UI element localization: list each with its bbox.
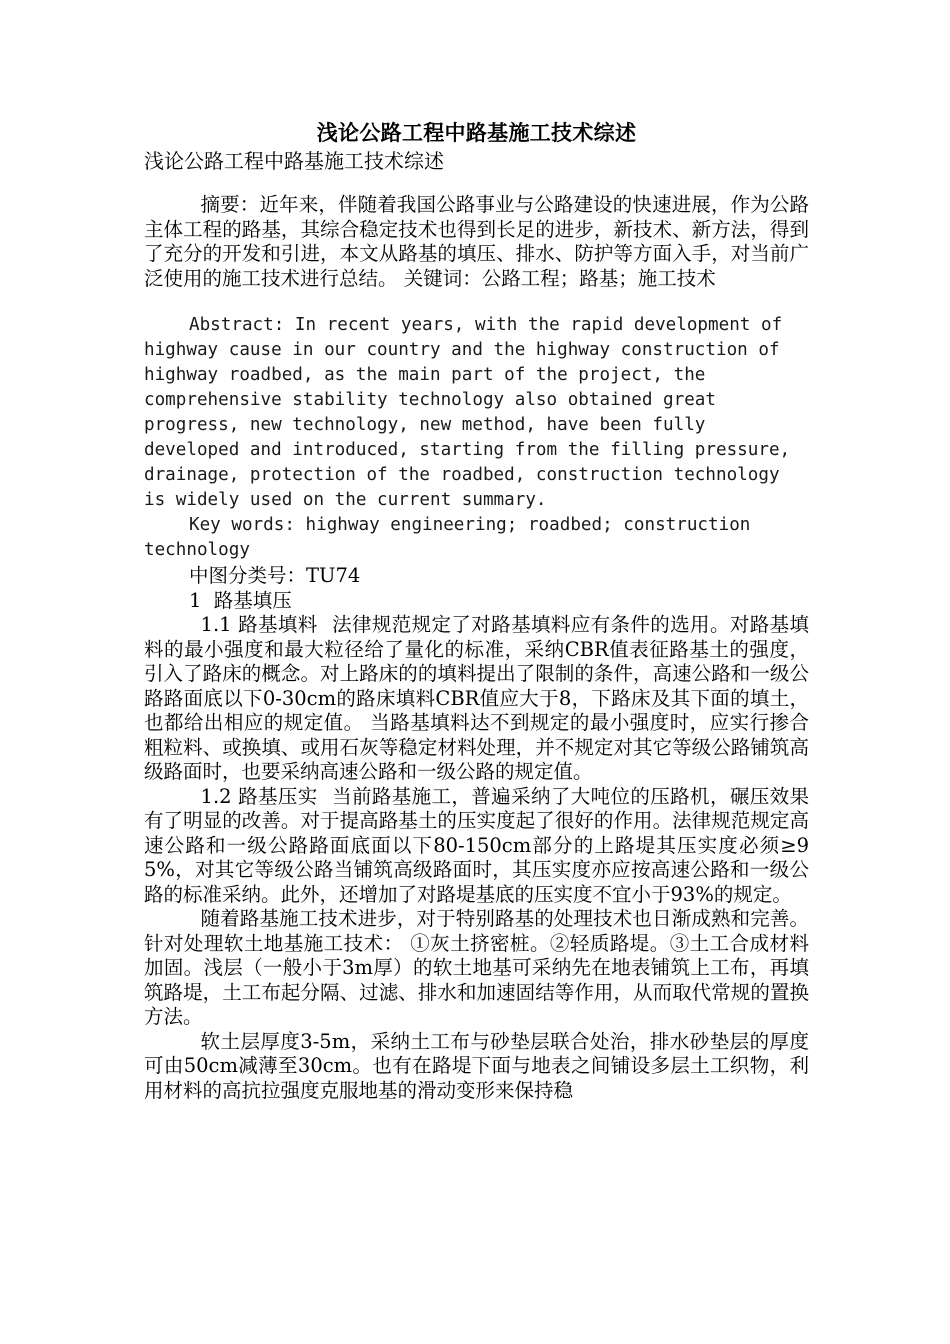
paragraph-1-1 <box>144 613 809 785</box>
paragraph-soft-foundation: 随着路基施工技术进步，对于特别路基的处理技术也日渐成熟和完善。针对处理软土地基施工技术： ①灰土挤密桩。②轻质路堤。③土工合成材料加固。浅层（一般小于3m厚）的软土地基可采纳先在地表铺筑上工布，再填筑路堤，土工布起分隔、过滤、排水和加速固结等作用，从而取代常规的置换方法。 <box>144 907 809 1028</box>
keywords-en: Key words: highway engineering; roadbed; construction technology <box>144 515 751 560</box>
document-subtitle: 浅论公路工程中路基施工技术综述 <box>144 149 444 173</box>
document-title: 浅论公路工程中路基施工技术综述 <box>316 120 637 145</box>
paragraph-text: 法律规范规定了对路基填料应有条件的选用。对路基填料的最小强度和最大粒径给了量化的标准，采纳CBR值表征路基土的强度，引入了路床的概念。对上路床的的填料提出了限制的条件，高速公路和一级公路路面底以下0-30cm的路床填料CBR值应大于8，下路床及其下面的填土，也都给出相应的规定值。 当路基填料达不到规定的最小强度时，应实行掺合粗粒料、或换填、或用石灰等稳定材料处理，并不规定对其它等级公路铺筑高级路面时，也要采纳高速公路和一级公路的规定值。 <box>144 613 809 783</box>
section-heading: 1 路基填压 <box>189 589 292 612</box>
spacer <box>144 291 809 313</box>
document-page <box>144 118 809 1103</box>
paragraph-soft-layer: 软土层厚度3-5m，采纳土工布与砂垫层联合处治，排水砂垫层的厚度可由50cm减薄至30cm。也有在路堤下面与地表之间铺设多层土工织物，利用材料的高抗拉强度克服地基的滑动变形来保持稳 <box>144 1029 809 1102</box>
abstract-en: Abstract: In recent years, with the rapid development of highway cause in our country and the highway construction of highway roadbed, as the main part of the project, the comprehensive stability technology also obtained great progress, new technology, new method, have been fully developed and introduced, starting from the filling pressure, drainage, protection of the roadbed, construction technology is widely used on the current summary. <box>144 315 791 510</box>
abstract-cn: 摘要：近年来，伴随着我国公路事业与公路建设的快速进展，作为公路主体工程的路基，其综合稳定技术也得到长足的进步，新技术、新方法，得到了充分的开发和引进，本文从路基的填压、排水、防护等方面入手，对当前广泛使用的施工技术进行总结。 关键词：公路工程；路基；施工技术 <box>144 193 809 290</box>
paragraph-label: 1.2 路基压实 <box>200 784 318 808</box>
paragraph-1-2 <box>144 785 809 908</box>
paragraph-label: 1.1 路基填料 <box>200 613 318 636</box>
paragraph-text: 当前路基施工，普遍采纳了大吨位的压路机，碾压效果有了明显的改善。对于提高路基土的压实度起了很好的作用。法律规范规定高速公路和一级公路路面底面以下80-150cm部分的上路堤其压实度必须≥95%，对其它等级公路当铺筑高级路面时，其压实度亦应按高速公路和一级公路的标准采纳。此外，还增加了对路堤基底的压实度不宜小于93%的规定。 <box>144 784 809 906</box>
classification-number: 中图分类号：TU74 <box>189 564 361 587</box>
